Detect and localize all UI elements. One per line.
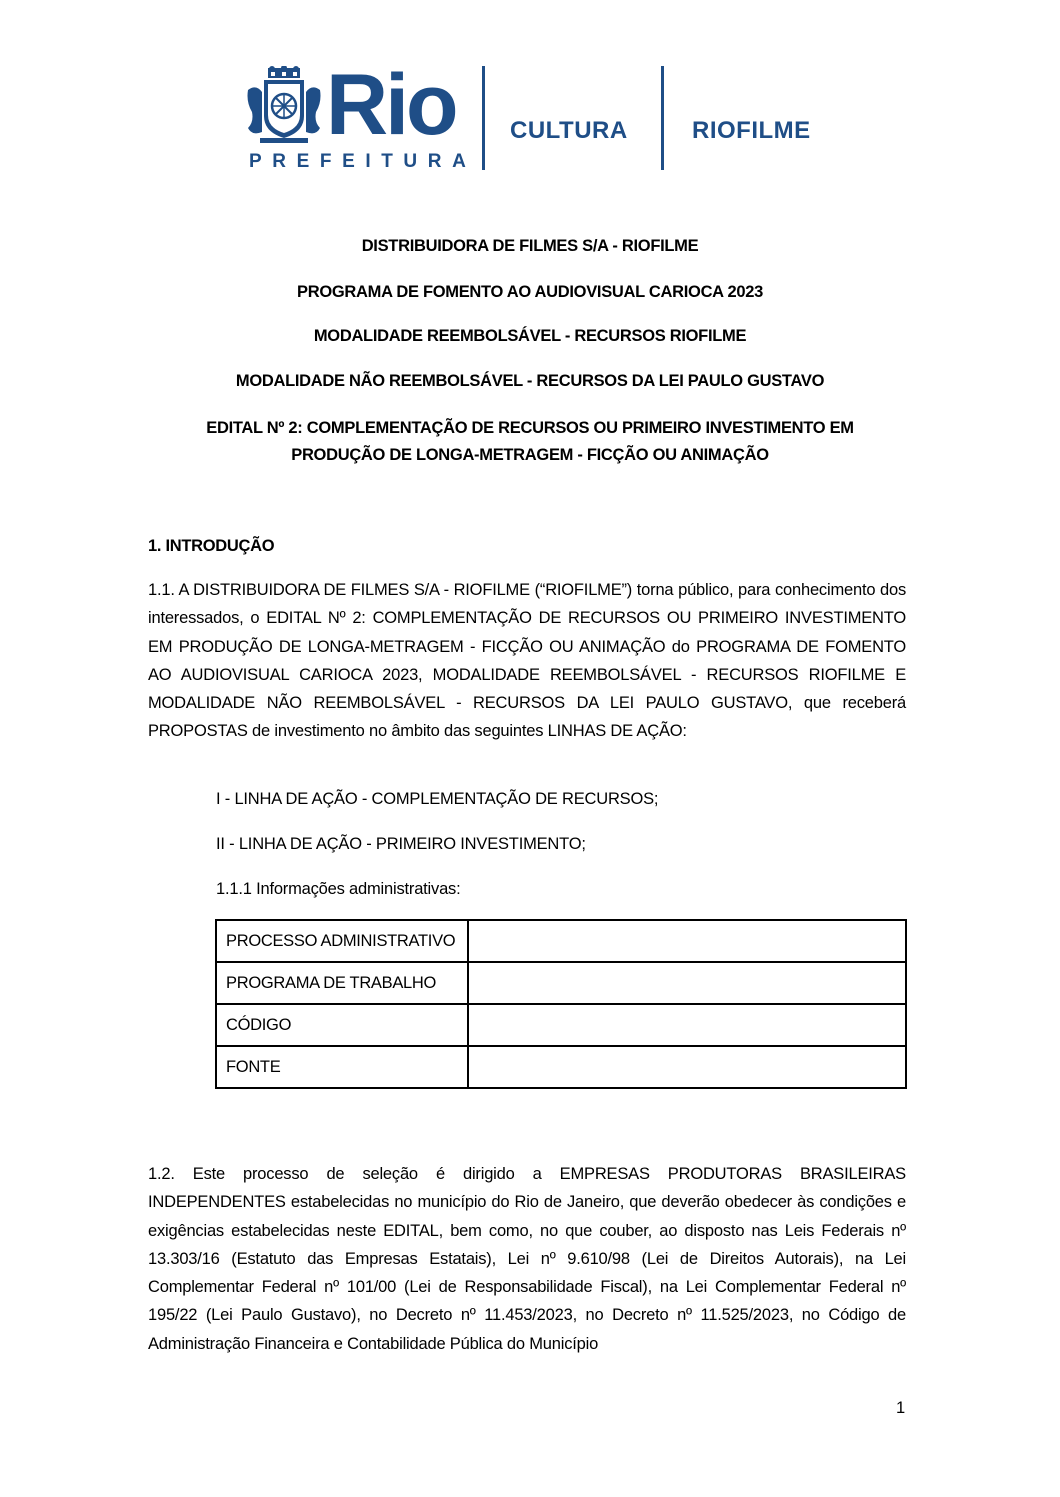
prefeitura-label: PREFEITURA [249,151,477,172]
table-row [216,962,906,1004]
table-cell-value [468,1004,906,1046]
table-row [216,1004,906,1046]
page-number: 1 [896,1399,906,1417]
admin-info-table [215,919,907,1089]
paragraph-1-1: 1.1. A DISTRIBUIDORA DE FILMES S/A - RIOFILME (“RIOFILME”) torna público, para conhecimento dos interessados, o EDITAL Nº 2: COMPLEMENTAÇÃO DE RECURSOS OU PRIMEIRO INVESTIMENTO EM PRODUÇÃO DE LONGA-METRAGEM - FICÇÃO OU ANIMAÇÃO do PROGRAMA DE FOMENTO AO AUDIOVISUAL CARIOCA 2023, MODALIDADE REEMBOLSÁVEL - RECURSOS RIOFILME E MODALIDADE NÃO REEMBOLSÁVEL - RECURSOS DA LEI PAULO GUSTAVO, que receberá PROPOSTAS de investimento no âmbito das seguintes LINHAS DE AÇÃO: [148,581,906,741]
table-cell-label: CÓDIGO [216,1004,468,1046]
table-row [216,920,906,962]
rio-logo-wordmark: Rio [326,57,456,153]
line-of-action-item: I - LINHA DE AÇÃO - COMPLEMENTAÇÃO DE RECURSOS; [216,790,659,808]
title-modality-non-reimbursable: MODALIDADE NÃO REEMBOLSÁVEL - RECURSOS DA LEI PAULO GUSTAVO [235,372,825,390]
cultura-logo-text: CULTURA [510,117,628,144]
table-cell-value [468,1046,906,1088]
title-program: PROGRAMA DE FOMENTO AO AUDIOVISUAL CARIOCA 2023 [297,283,763,301]
table-row [216,1046,906,1088]
rio-coat-of-arms-icon [246,66,322,146]
table-cell-label: PROCESSO ADMINISTRATIVO [216,920,468,962]
title-edital-line2: PRODUÇÃO DE LONGA-METRAGEM - FICÇÃO OU ANIMAÇÃO [291,446,769,464]
riofilme-logo-text: RIOFILME [692,117,811,144]
table-cell-value [468,920,906,962]
title-company: DISTRIBUIDORA DE FILMES S/A - RIOFILME [361,237,699,255]
paragraph-1-2: 1.2. Este processo de seleção é dirigido a EMPRESAS PRODUTORAS BRASILEIRAS INDEPENDENTES estabelecidas no município do Rio de Janeiro, que deverão obedecer às condições e exigências estabelecidas neste EDITAL, bem como, no que couber, ao disposto nas Leis Federais nº 13.303/16 (Estatuto das Empresas Estatais), Lei nº 9.610/98 (Lei de Direitos Autorais), na Lei Complementar Federal nº 101/00 (Lei de Responsabilidade Fiscal), na Lei Complementar Federal nº 195/22 (Lei Paulo Gustavo), no Decreto nº 11.453/2023, no Decreto nº 11.525/2023, no Código de Administração Financeira e Contabilidade Pública do Município [148,1165,906,1353]
admin-info-heading: 1.1.1 Informações administrativas: [216,880,461,898]
logo-divider [482,66,485,170]
title-edital [140,415,920,469]
logo-divider [661,66,664,170]
title-modality-reimbursable: MODALIDADE REEMBOLSÁVEL - RECURSOS RIOFILME [313,327,747,345]
table-cell-label: FONTE [216,1046,468,1088]
title-edital-line1: EDITAL Nº 2: COMPLEMENTAÇÃO DE RECURSOS OU PRIMEIRO INVESTIMENTO EM [206,419,854,437]
table-cell-label: PROGRAMA DE TRABALHO [216,962,468,1004]
section-heading: 1. INTRODUÇÃO [148,537,275,555]
line-of-action-item: II - LINHA DE AÇÃO - PRIMEIRO INVESTIMENTO; [216,835,586,853]
table-cell-value [468,962,906,1004]
